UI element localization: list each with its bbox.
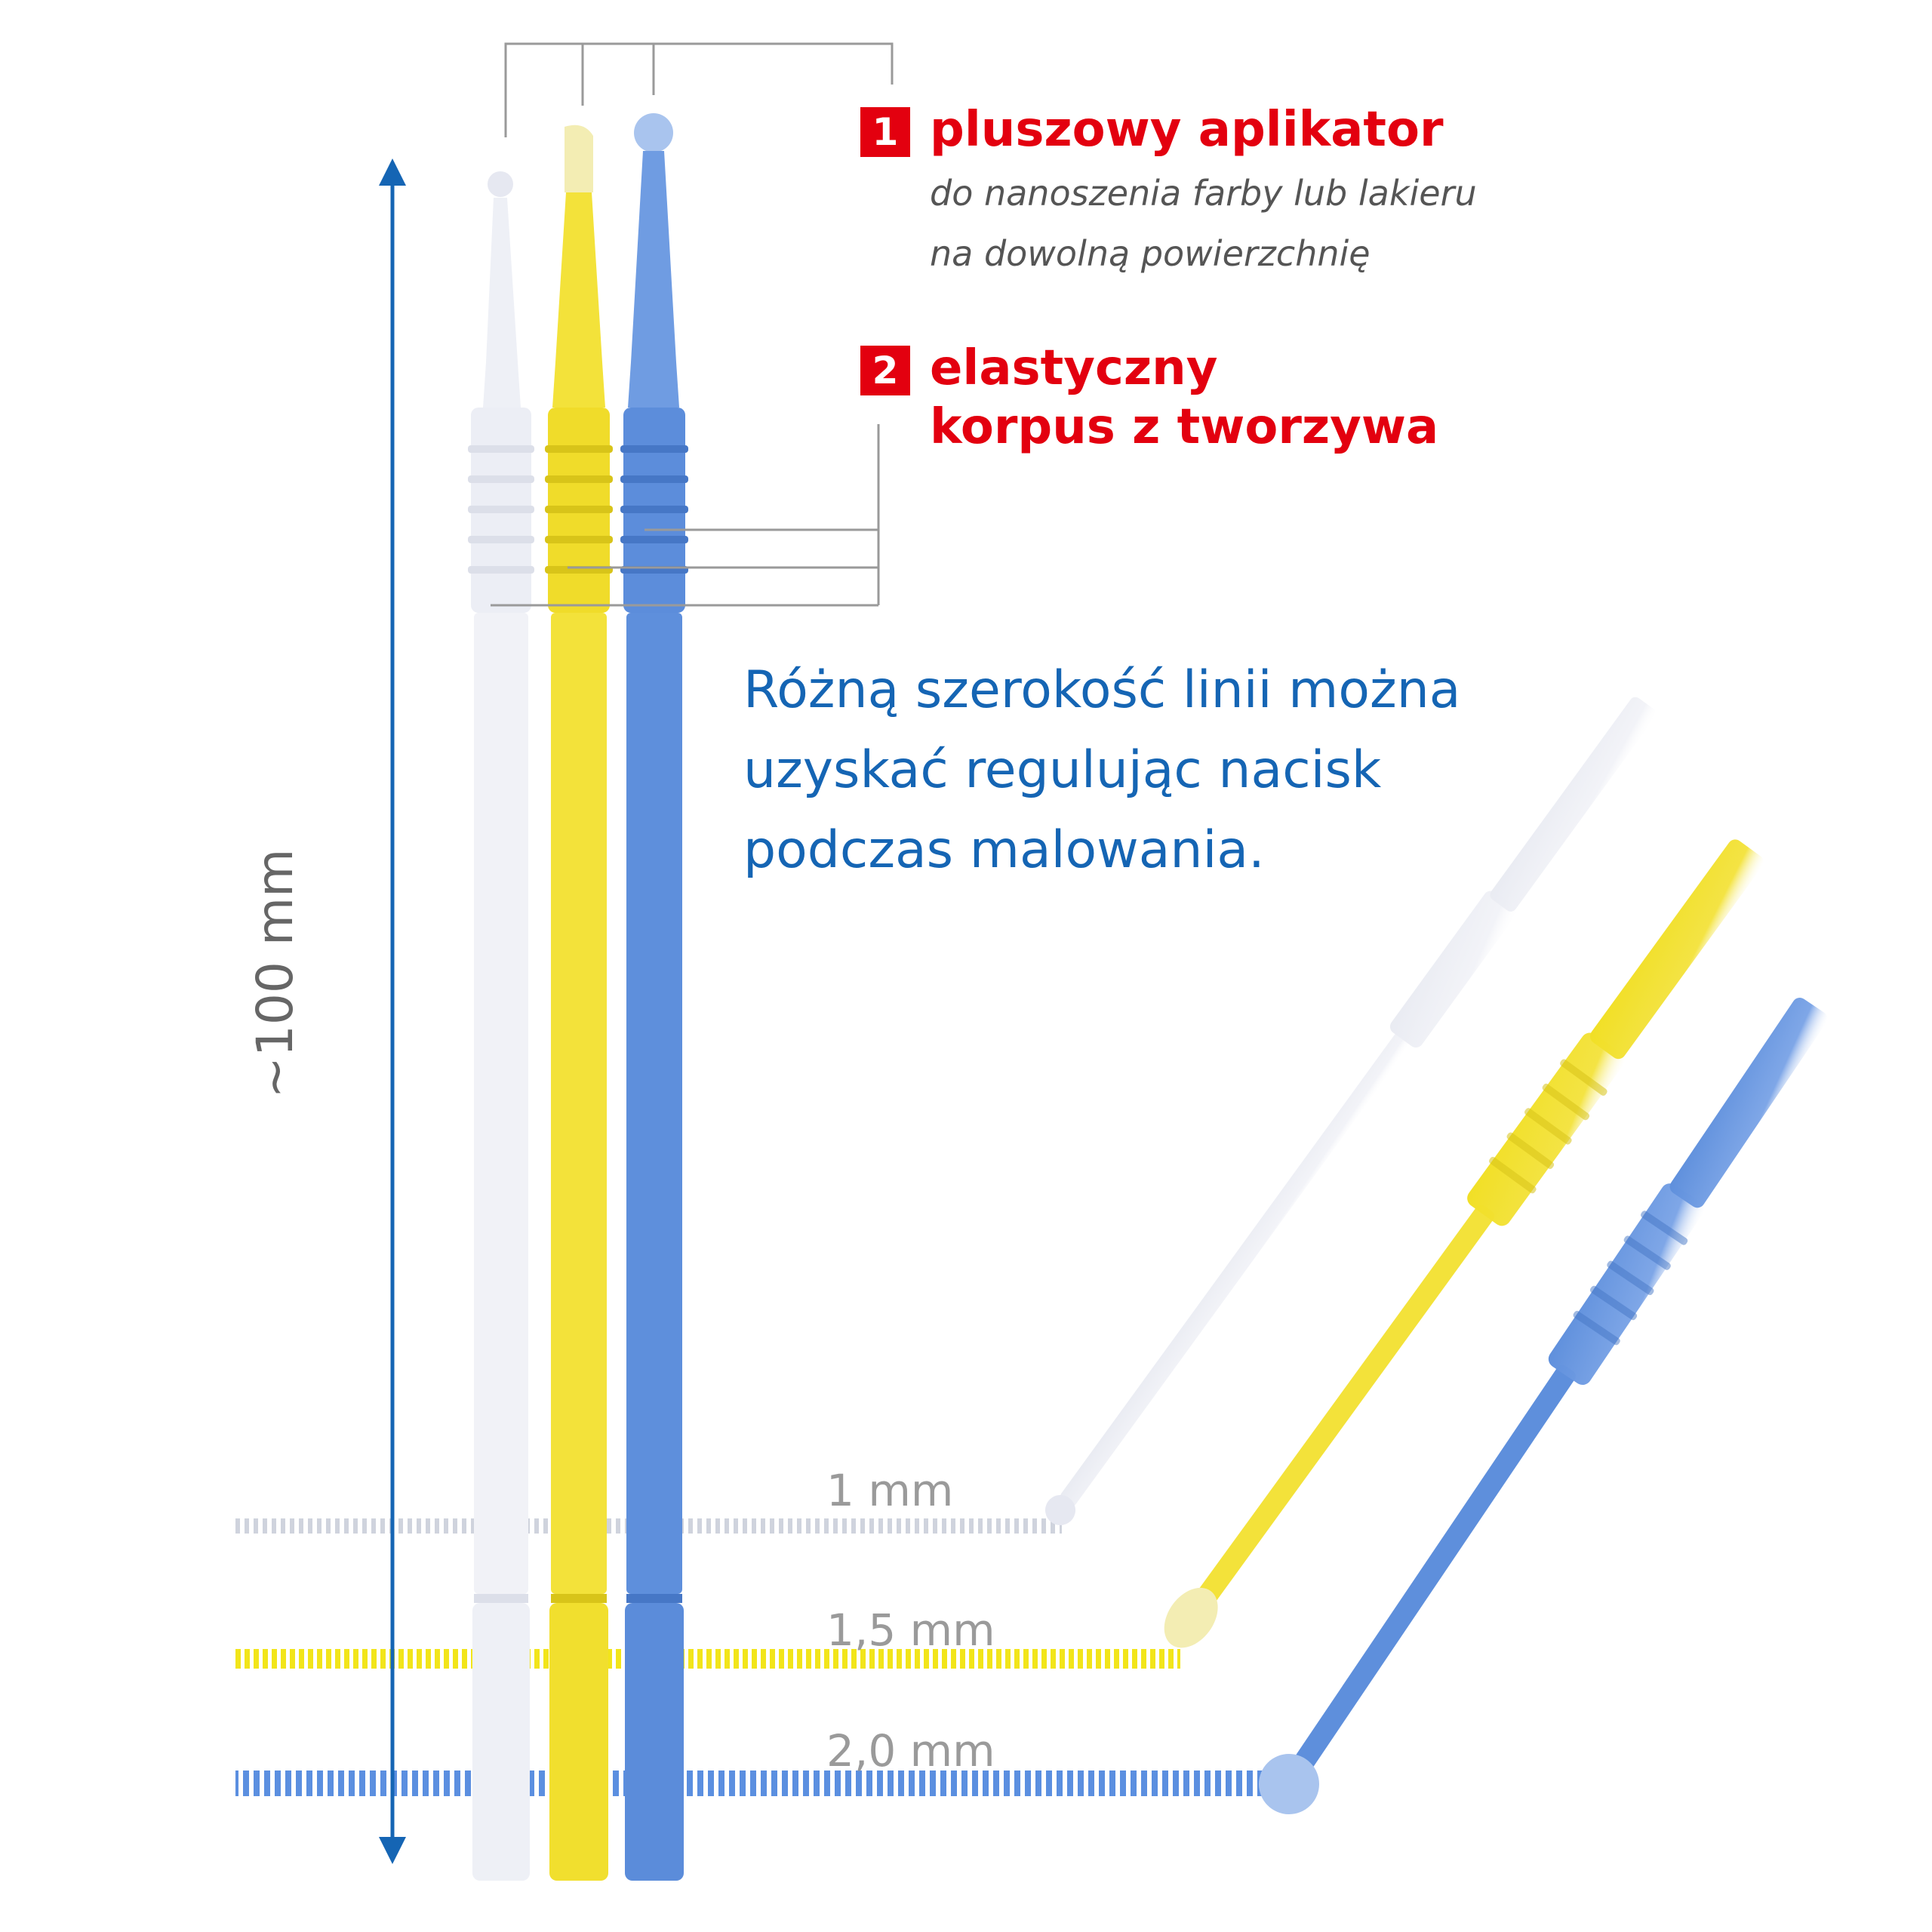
line-width-label: 1,5 mm bbox=[826, 1604, 995, 1656]
line-width-label: 2,0 mm bbox=[826, 1725, 995, 1777]
callout-title-line: korpus z tworzywa bbox=[930, 399, 1439, 455]
line-width-label: 1 mm bbox=[826, 1465, 954, 1516]
applicator-blue bbox=[620, 113, 688, 1881]
length-dimension-arrow bbox=[379, 158, 406, 1864]
info-text-line: uzyskać regulując nacisk bbox=[743, 740, 1382, 800]
info-text-line: Różną szerokość linii można bbox=[743, 660, 1461, 720]
callout-number-badge: 1 bbox=[860, 107, 910, 157]
applicator-yellow bbox=[545, 125, 613, 1881]
applicator-white bbox=[468, 171, 534, 1881]
callout-number-badge: 2 bbox=[860, 346, 910, 395]
length-label: ~100 mm bbox=[246, 848, 304, 1099]
line-width-band-1-5mm bbox=[235, 1649, 1180, 1669]
callout-description-line: na dowolną powierzchnię bbox=[930, 233, 1371, 274]
callout-title-line: elastyczny bbox=[930, 340, 1218, 396]
callout-description-line: do nanoszenia farby lub lakieru bbox=[930, 173, 1477, 214]
leader-line-tips bbox=[506, 44, 892, 137]
callout-title: pluszowy aplikator bbox=[930, 102, 1444, 158]
info-text-line: podczas malowania. bbox=[743, 820, 1265, 880]
